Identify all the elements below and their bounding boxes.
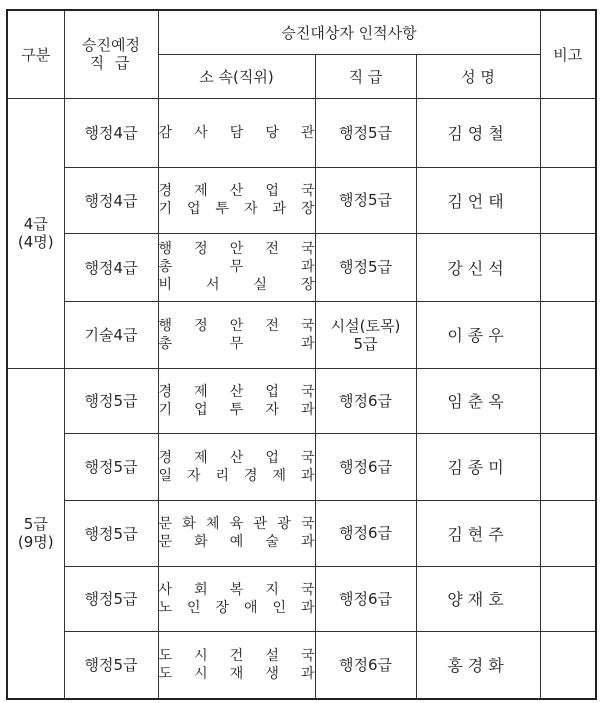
planned-rank-cell: 행정5급 <box>64 433 158 500</box>
affiliation-line: 행 정 안 전 국 <box>158 241 315 257</box>
name-cell: 양재호 <box>416 566 540 631</box>
header-planned-rank-line1: 승진예정 <box>82 36 140 55</box>
table-row <box>7 500 596 566</box>
affiliation-cell <box>158 233 315 301</box>
affiliation-line: 도 시 재 생 과 <box>158 665 315 682</box>
group-label: 4급 <box>23 215 48 233</box>
group-cell <box>7 368 64 699</box>
remarks-cell <box>540 368 596 433</box>
affiliation-line: 기 업 투 자 과 <box>158 401 315 418</box>
current-rank-cell <box>315 566 416 631</box>
remarks-cell <box>540 233 596 301</box>
table-row <box>7 368 596 433</box>
current-rank-line: 5급 <box>353 334 378 353</box>
name-cell: 임춘옥 <box>416 368 540 433</box>
remarks-cell <box>540 167 596 233</box>
planned-rank-cell: 행정4급 <box>64 167 158 233</box>
current-rank-cell <box>315 500 416 566</box>
header-category: 구분 <box>7 10 64 98</box>
current-rank-cell <box>315 167 416 233</box>
affiliation-cell <box>158 301 315 368</box>
table-row <box>7 566 596 631</box>
header-planned-rank-line2: 직 급 <box>89 54 133 73</box>
name-cell: 이종우 <box>416 301 540 368</box>
header-current-rank: 직 급 <box>315 54 416 98</box>
current-rank-cell <box>315 301 416 368</box>
current-rank-cell <box>315 233 416 301</box>
remarks-cell <box>540 566 596 631</box>
affiliation-cell <box>158 566 315 631</box>
group-count: (4명) <box>17 233 54 251</box>
current-rank-line: 행정5급 <box>338 191 392 209</box>
current-rank-line: 행정6급 <box>338 524 392 542</box>
affiliation-line: 기 업 투 자 과 장 <box>158 201 315 217</box>
current-rank-line: 시설(토목) <box>330 316 401 335</box>
affiliation-line: 노 인 장 애 인 과 <box>158 599 315 616</box>
affiliation-cell <box>158 368 315 433</box>
table-row <box>7 98 596 167</box>
remarks-cell <box>540 631 596 699</box>
header-name: 성 명 <box>416 54 540 98</box>
remarks-cell <box>540 98 596 167</box>
affiliation-cell <box>158 433 315 500</box>
affiliation-cell <box>158 631 315 699</box>
affiliation-line: 총 무 과 <box>158 335 315 352</box>
table-body <box>7 98 596 699</box>
affiliation-cell <box>158 500 315 566</box>
group-label: 5급 <box>23 515 48 534</box>
name-cell: 김언태 <box>416 167 540 233</box>
current-rank-line: 행정6급 <box>338 457 392 476</box>
affiliation-line: 경 제 산 업 국 <box>158 183 315 199</box>
header-remarks: 비고 <box>540 10 596 98</box>
affiliation-line: 문 화 예 술 과 <box>158 534 315 550</box>
current-rank-line: 행정5급 <box>338 123 392 142</box>
current-rank-line: 행정5급 <box>338 258 392 276</box>
affiliation-line: 일 자 리 경 제 과 <box>158 467 315 484</box>
affiliation-line: 비 서 실 장 <box>158 277 315 293</box>
affiliation-cell <box>158 167 315 233</box>
affiliation-line: 감 사 담 당 관 <box>158 124 315 141</box>
name-cell: 홍경화 <box>416 631 540 699</box>
affiliation-line: 총 무 과 <box>158 259 315 275</box>
header-planned-rank <box>64 10 158 98</box>
table-row <box>7 433 596 500</box>
remarks-cell <box>540 301 596 368</box>
table-row <box>7 301 596 368</box>
current-rank-line: 행정6급 <box>338 391 392 410</box>
affiliation-line: 경 제 산 업 국 <box>158 449 315 466</box>
affiliation-line: 문 화 체 육 관 광 국 <box>158 516 315 532</box>
affiliation-line: 경 제 산 업 국 <box>158 383 315 400</box>
table-row <box>7 167 596 233</box>
affiliation-cell <box>158 98 315 167</box>
group-count: (9명) <box>17 533 54 552</box>
affiliation-line: 행 정 안 전 국 <box>158 317 315 334</box>
affiliation-line: 사 회 복 지 국 <box>158 581 315 598</box>
current-rank-cell <box>315 631 416 699</box>
remarks-cell <box>540 433 596 500</box>
header-candidate-info: 승진대상자 인적사항 <box>158 10 540 54</box>
current-rank-cell <box>315 98 416 167</box>
planned-rank-cell: 행정5급 <box>64 631 158 699</box>
name-cell: 김영철 <box>416 98 540 167</box>
table-row <box>7 631 596 699</box>
planned-rank-cell: 행정5급 <box>64 500 158 566</box>
remarks-cell <box>540 500 596 566</box>
planned-rank-cell: 행정5급 <box>64 368 158 433</box>
planned-rank-cell: 행정5급 <box>64 566 158 631</box>
name-cell: 김현주 <box>416 500 540 566</box>
current-rank-cell <box>315 433 416 500</box>
group-cell <box>7 98 64 368</box>
current-rank-line: 행정6급 <box>338 655 392 674</box>
name-cell: 강신석 <box>416 233 540 301</box>
promotion-table <box>6 9 597 700</box>
name-cell: 김종미 <box>416 433 540 500</box>
current-rank-line: 행정6급 <box>338 589 392 608</box>
header-affiliation: 소 속(직위) <box>158 54 315 98</box>
table-row <box>7 233 596 301</box>
planned-rank-cell: 행정4급 <box>64 98 158 167</box>
planned-rank-cell: 기술4급 <box>64 301 158 368</box>
current-rank-cell <box>315 368 416 433</box>
planned-rank-cell: 행정4급 <box>64 233 158 301</box>
affiliation-line: 도 시 건 설 국 <box>158 647 315 664</box>
